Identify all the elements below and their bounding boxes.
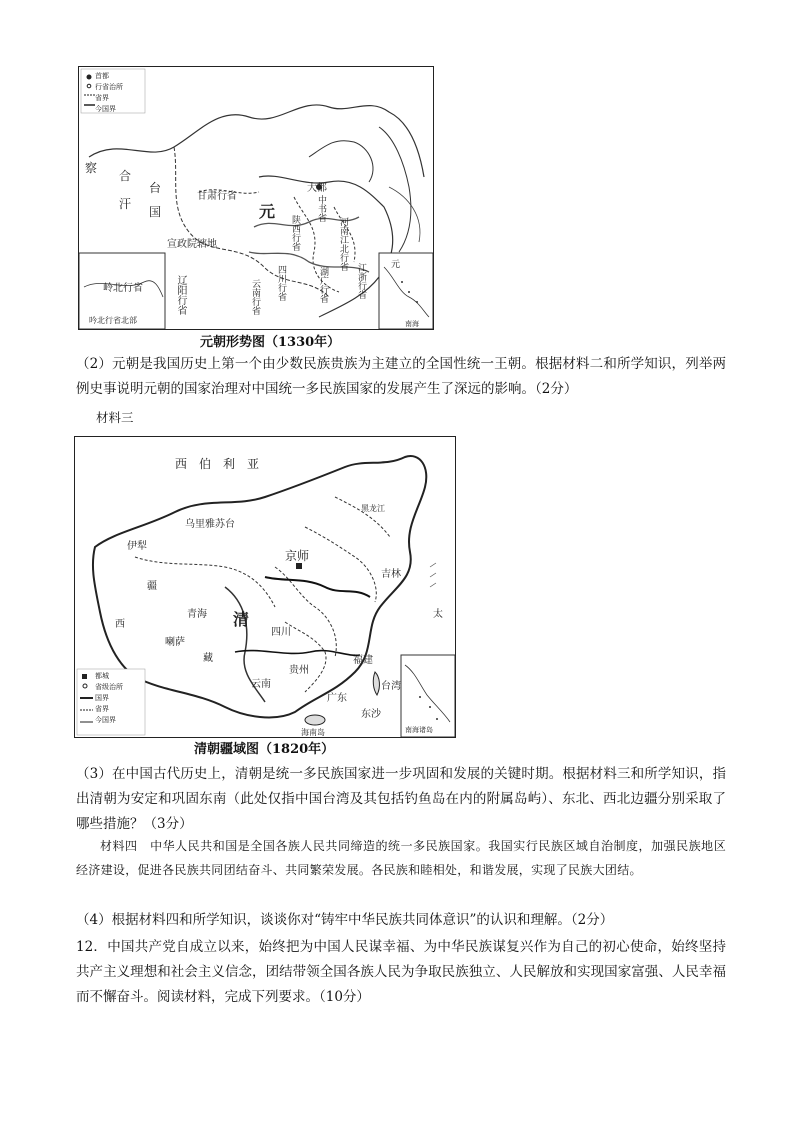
qing-map-drawing (75, 437, 455, 737)
label-jingshi: 京师 (285, 549, 310, 563)
label-huguang: 湖广行省 (318, 267, 328, 303)
yuan-legend (95, 71, 123, 115)
label-yunnan: 云南 (251, 679, 271, 690)
question-2: （2）元朝是我国历史上第一个由少数民族贵族为主建立的全国性统一王朝。根据材料二和所学知识，列举两例史事说明元朝的国家治理对中国统一多民族国家的发展产生了深远的影响。（2分） (76, 356, 726, 397)
capital-city-icon (82, 674, 87, 679)
material-3-label: 材料三 (96, 410, 134, 425)
label-gansu: 甘肃行省 (197, 191, 237, 202)
legend-item: 都城 (95, 672, 109, 680)
legend-item: 首都 (95, 72, 109, 80)
legend-item: 省界 (95, 705, 109, 713)
question-12: 12．中国共产党自成立以来，始终把为中国人民谋幸福、为中华民族谋复兴作为自己的初心使命，始终坚持共产主义理想和社会主义信念，团结带领全国各族人民为争取民族独立、人民解放和实现国家富强、人民幸福而不懈奋斗。阅读材料，完成下列要求。（10分） (76, 939, 726, 1005)
label-inset-title: 吟北行省北部 (89, 316, 137, 325)
yuan-map-caption: 元朝形势图（1330年） (200, 335, 341, 350)
label-guo: 国 (149, 205, 162, 219)
label-yuan: 元 (259, 202, 276, 221)
label-cha: 察 (85, 161, 98, 175)
label-xi: 西 (115, 619, 125, 630)
label-lingbei: 岭北行省 (103, 283, 143, 294)
legend-item: 今国界 (95, 716, 116, 724)
qing-map (74, 436, 456, 738)
label-fujian: 福建 (353, 655, 373, 666)
label-jiangzhe: 江浙行省 (356, 263, 366, 299)
label-jiang: 疆 (147, 581, 157, 592)
label-taiwan: 台湾 (381, 681, 401, 692)
legend-item: 今国界 (95, 105, 116, 113)
label-sichuan: 四川行省 (276, 265, 286, 301)
label-nanhai: 南海 (405, 320, 419, 328)
label-guizhou: 贵州 (289, 665, 309, 676)
question-4: （4）根据材料四和所学知识，谈谈你对“铸牢中华民族共同体意识”的认识和理解。（2分） (76, 912, 614, 928)
legend-item: 行省治所 (95, 83, 123, 91)
label-qinghai: 青海 (187, 609, 207, 620)
legend-item: 省级治所 (95, 683, 123, 691)
label-he: 合 (119, 169, 132, 183)
label-inset-yuan: 元 (391, 260, 401, 270)
label-tai: 台 (149, 181, 162, 195)
label-yili: 伊犁 (127, 541, 147, 552)
label-xiboliya: 西 伯 利 亚 (175, 457, 260, 471)
label-hainan: 海南岛 (301, 728, 325, 737)
label-nanhai-zhudao: 南海诸岛 (405, 726, 433, 734)
qing-map-caption: 清朝疆域图（1820年） (194, 742, 335, 757)
legend-item: 省界 (95, 94, 109, 102)
label-xuanzheng: 宣政院辖地 (167, 239, 217, 250)
label-liaoyang: 辽阳行省 (175, 275, 186, 315)
label-heilongjiang: 黑龙江 (361, 504, 385, 513)
label-wulisutai: 乌里雅苏台 (185, 519, 235, 530)
label-dadu: 大都 (307, 183, 327, 194)
label-lasa: 喇萨 (165, 637, 185, 648)
label-dongsha: 东沙 (361, 709, 381, 720)
legend-item: 国界 (95, 694, 109, 702)
question-3: （3）在中国古代历史上，清朝是统一多民族国家进一步巩固和发展的关键时期。根据材料三和所学知识，指出清朝为安定和巩固东南（此处仅指中国台湾及其包括钓鱼岛在内的附属岛屿）、东北、西北边疆分别采取了哪些措施？（3分） (76, 766, 726, 832)
label-yunnan: 云南行省 (250, 279, 260, 315)
label-jilin: 吉林 (381, 569, 401, 580)
label-shaanxi: 陕西行省 (290, 215, 300, 251)
material-4: 材料四 中华人民共和国是全国各族人民共同缔造的统一多民族国家。我国实行民族区域自治制度，加强民族地区经济建设，促进各民族共同团结奋斗、共同繁荣发展。各民族和睦相处，和谐发展，实现了民族大团结。 (76, 839, 726, 877)
qing-legend (95, 671, 123, 726)
label-zhongshu: 中书省 (316, 195, 326, 222)
label-han: 汗 (119, 197, 132, 211)
label-tai: 太 (433, 609, 443, 620)
label-sichuan: 四川 (271, 627, 291, 638)
label-qing: 清 (233, 610, 250, 629)
capital-symbol-icon (87, 75, 92, 80)
yuan-map (78, 66, 434, 330)
label-guangdong: 广东 (327, 693, 347, 704)
label-zang: 藏 (203, 653, 213, 664)
label-henan: 河南江北行省 (338, 217, 348, 271)
